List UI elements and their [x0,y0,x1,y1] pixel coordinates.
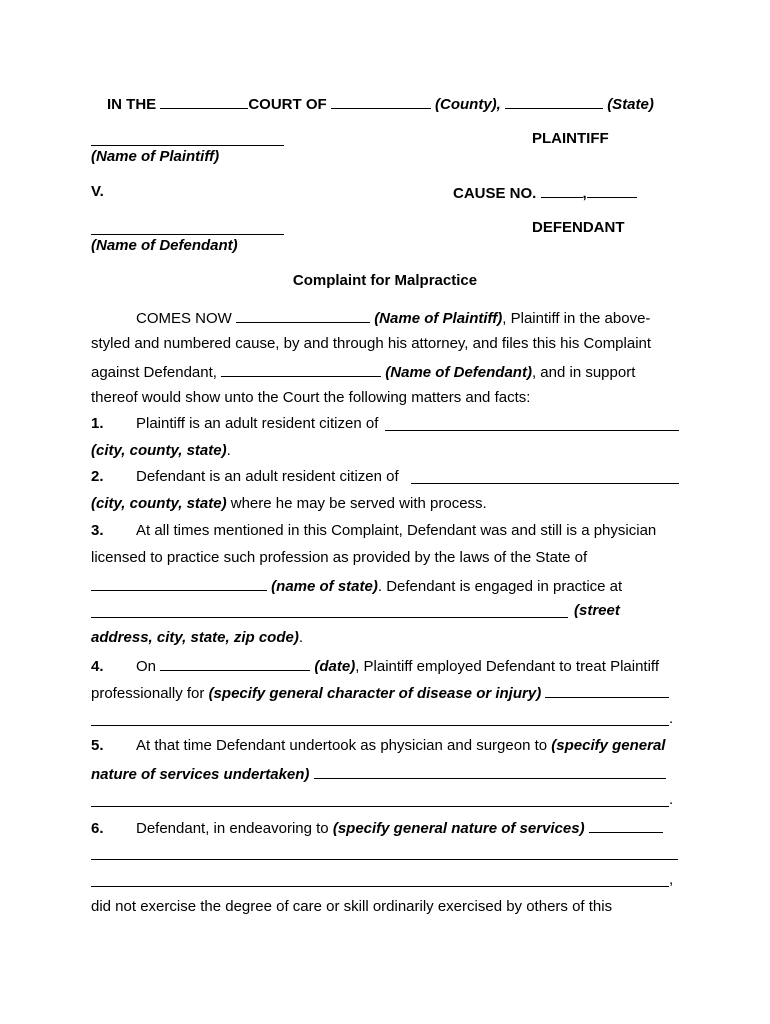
item-4-on: On [136,658,157,675]
general-services-line-2[interactable] [91,886,669,887]
cause-no-blank-2[interactable] [587,183,637,198]
practice-address-line[interactable] [91,617,568,618]
item-4-line-2 [91,683,669,703]
item-5 [91,737,665,755]
address-label: address, city, state, zip code) [91,629,299,646]
item-2-line-2 [91,495,487,513]
item-2 [91,468,399,486]
defendant-name-caption: (Name of Defendant) [91,237,238,254]
plaintiff-name-line[interactable] [91,145,284,146]
item-3-text-3: . Defendant is engaged in practice at [377,578,623,595]
item-3-end: . [298,629,304,646]
name-of-state-label: (name of state) [271,578,378,595]
general-services-label: (specify general nature of services) [332,820,585,837]
item-6-last-line: did not exercise the degree of care or skill ordinarily exercised by others of this [91,898,613,915]
cause-no-blank-1[interactable] [541,183,583,198]
disease-injury-line[interactable] [91,725,669,726]
state-name-blank[interactable] [91,576,267,591]
general-services-line-1[interactable] [91,859,678,860]
defendant-label: DEFENDANT [532,219,625,236]
item-2-number: 2. [91,468,104,485]
court-caption [107,94,654,114]
item-3-number: 3. [91,522,104,539]
item-1 [91,415,378,433]
intro-line-4: thereof would show unto the Court the following matters and facts: [91,389,531,406]
services-label-a: (specify general [551,737,666,754]
intro-defendant-label: (Name of Defendant) [385,364,532,381]
item-4-number: 4. [91,658,104,675]
comes-now-text: COMES NOW [136,310,232,327]
item-1-end: . [226,442,231,459]
plaintiff-label: PLAINTIFF [532,130,609,147]
intro-line-3 [91,362,635,382]
item-2-end: where he may be served with process. [226,495,487,512]
services-label-b: nature of services undertaken) [91,766,310,783]
item-6-comma: , [669,871,674,888]
item-1-ccs-label: (city, county, state) [91,442,227,459]
street-label: (street [574,602,620,619]
plaintiff-intro-blank[interactable] [236,308,370,323]
item-6 [91,818,663,838]
intro-line-1 [136,308,650,328]
item-5-text-1: At that time Defendant undertook as physician and surgeon to [136,737,548,754]
item-2-ccs-label: (city, county, state) [91,495,227,512]
intro-text-4: , and in support [531,364,636,381]
item-5-end: . [669,791,674,808]
item-2-text: Defendant is an adult resident citizen of [136,468,399,485]
item-2-residence-line[interactable] [411,483,679,484]
general-services-blank[interactable] [589,818,663,833]
item-4 [91,656,659,676]
intro-plaintiff-label: (Name of Plaintiff) [374,310,503,327]
item-1-text: Plaintiff is an adult resident citizen of [136,415,379,432]
item-6-number: 6. [91,820,104,837]
services-undertaken-line[interactable] [91,806,669,807]
item-4-text-2: professionally for [91,685,205,702]
cause-no-separator: , [582,185,587,202]
item-5-number: 5. [91,737,104,754]
disease-injury-label: (specify general character of disease or injury) [208,685,542,702]
state-blank[interactable] [505,94,603,109]
cause-no-label: CAUSE NO. [453,185,537,202]
item-3-text-2: licensed to practice such profession as provided by the laws of the State of [91,549,588,566]
item-1-number: 1. [91,415,104,432]
item-5-line-2 [91,764,666,784]
intro-text-3: against Defendant, [91,364,217,381]
intro-line-2: styled and numbered cause, by and through his attorney, and files this his Complaint [91,335,652,352]
item-4-text-1: , Plaintiff employed Defendant to treat Plaintiff [355,658,659,675]
county-label: (County), [435,96,501,113]
date-label: (date) [314,658,356,675]
versus-text: V. [91,183,104,200]
county-blank[interactable] [331,94,431,109]
disease-injury-blank[interactable] [545,683,669,698]
cause-number [453,183,637,203]
intro-text-1: , Plaintiff in the above- [502,310,651,327]
item-3-text-1: At all times mentioned in this Complaint, Defendant was and still is a physician [136,522,657,539]
item-6-text-1: Defendant, in endeavoring to [136,820,329,837]
state-label: (State) [607,96,654,113]
item-3-line-3 [91,576,622,596]
defendant-intro-blank[interactable] [221,362,381,377]
services-undertaken-blank[interactable] [314,764,666,779]
item-4-end: . [669,710,674,727]
item-1-residence-line[interactable] [385,430,679,431]
defendant-name-line[interactable] [91,234,284,235]
date-blank[interactable] [160,656,310,671]
in-the-text: IN THE [107,96,157,113]
item-3 [91,522,656,540]
item-3-line-5 [91,629,303,647]
document-title: Complaint for Malpractice [292,272,478,289]
item-1-line-2 [91,442,231,460]
court-blank[interactable] [160,94,248,109]
plaintiff-name-caption: (Name of Plaintiff) [91,148,220,165]
court-of-text: COURT OF [248,96,327,113]
